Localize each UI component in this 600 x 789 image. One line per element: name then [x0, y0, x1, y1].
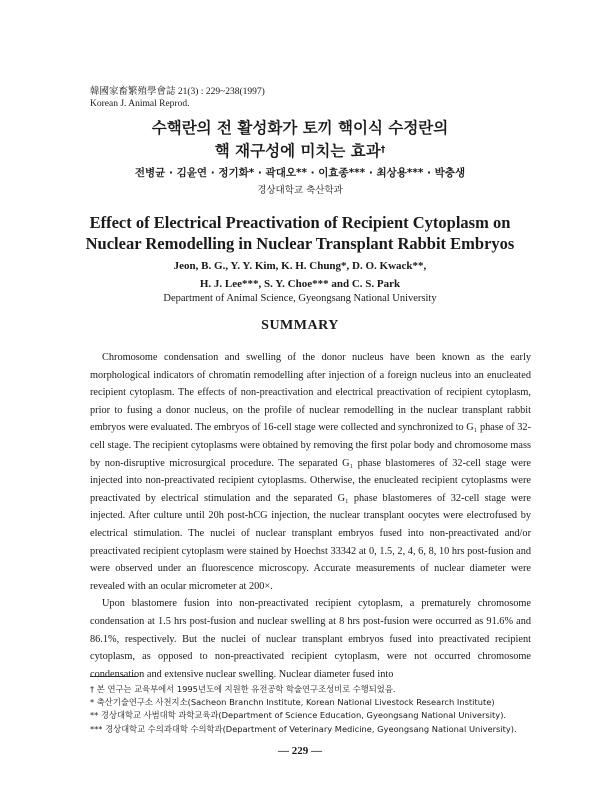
- korean-title-line-2: 핵 재구성에 미치는 효과†: [214, 142, 386, 160]
- english-authors-line-2: H. J. Lee***, S. Y. Choe*** and C. S. Park: [199, 278, 401, 290]
- footnote-affiliation-3: *** 경상대학교 수의과대학 수의학과(Department of Veterinary Medicine, Gyeongsang National University).: [90, 723, 517, 734]
- abstract-body: [90, 349, 531, 683]
- english-title-line-1: Effect of Electrical Preactivation of Recipient Cytoplasm on: [89, 213, 511, 232]
- footnote-affiliation-2: ** 경상대학교 사범대학 과학교육과(Department of Science Education, Gyeongsang National University).: [90, 710, 507, 721]
- korean-title: [0, 117, 600, 163]
- abstract-paragraph-1: Chromosome condensation and swelling of the donor nucleus have been known as the early morphological indicators of chromatin remodelling after injection of a foreign nucleus into an enucleated recipient cytoplasm. The effects of non-preactivation and electrical preactivation of recipient cytoplasm, prior to fusing a donor nucleus, on the profile of nuclear remodelling in the nuclear transplant rabbit embryos were evaluated. The embryos of 16-cell stage were collected and synchronized to G₁ phase of 32-cell stage. The recipient cytoplasms were obtained by removing the first polar body and chromosome mass by non-disruptive microsurgical procedure. The separated G₁ phase blastomeres of 32-cell stage were injected into non-preactivated recipient cytoplasms. Otherwise, the enucleated recipient cytoplasms were preactivated by electrical stimulation and the separated G₁ phase blastomeres of 32-cell stage were injected. After culture until 20h post-hCG injection, the nuclear transplant oocytes were electrofused by electrical stimulation. The nuclei of nuclear transplant embryos fused into non-preactivated and/or preactivated recipient cytoplasm were stained by Hoechst 33342 at 0, 1.5, 2, 4, 6, 8, 10 hrs post-fusion and were observed under an fluorescence microscopy. Accurate measurements of nuclear diameter were revealed with an ocular micrometer at 200×.: [90, 352, 531, 592]
- english-authors: [0, 257, 600, 293]
- english-affiliation: Department of Animal Science, Gyeongsang National University: [163, 293, 437, 304]
- journal-citation-korean: 韓國家畜繁殖學會誌 21(3) : 229~238(1997): [90, 87, 265, 97]
- journal-citation-english: Korean J. Animal Reprod.: [90, 99, 190, 109]
- footnote-funding: † 본 연구는 교육부에서 1995년도에 지원한 유전공학 학술연구조성비로 수행되었음.: [90, 684, 396, 694]
- footnote-divider: [90, 676, 138, 677]
- summary-heading: SUMMARY: [261, 318, 339, 333]
- journal-citation: [90, 86, 265, 110]
- korean-title-line-1: 수핵란의 전 활성화가 토끼 핵이식 수정란의: [151, 119, 449, 137]
- english-authors-line-1: Jeon, B. G., Y. Y. Kim, K. H. Chung*, D. O. Kwack**,: [173, 260, 427, 272]
- page-number: — 229 —: [278, 745, 322, 757]
- footnote-dagger-mark: †: [380, 145, 386, 155]
- abstract-paragraph-2: Upon blastomere fusion into non-preactivated recipient cytoplasm, a prematurely chromosome condensation at 1.5 hrs post-fusion and nuclear swelling at 8 hrs post-fusion were occurred as 91.6% and 86.1%, respectively. But the nuclei of nuclear transplant embryos fused into preactivated recipient cytoplasm, as opposed to non-preactivated recipient cytoplasm, were not occurred chromosome condensation and extensive nuclear swelling. Nuclear diameter fused into: [90, 598, 531, 680]
- korean-affiliation: 경상대학교 축산학과: [257, 185, 343, 196]
- korean-authors: 전병균 · 김윤연 · 정기화* · 곽대오** · 이효종*** · 최상용*** · 박충생: [134, 167, 466, 179]
- footnotes: [90, 683, 517, 736]
- english-title-line-2: Nuclear Remodelling in Nuclear Transplant Rabbit Embryos: [85, 234, 515, 253]
- english-title: [0, 212, 600, 254]
- footnote-affiliation-1: * 축산기술연구소 사천지소(Sacheon Branchn Institute, Korean National Livestock Research Institute): [90, 697, 495, 708]
